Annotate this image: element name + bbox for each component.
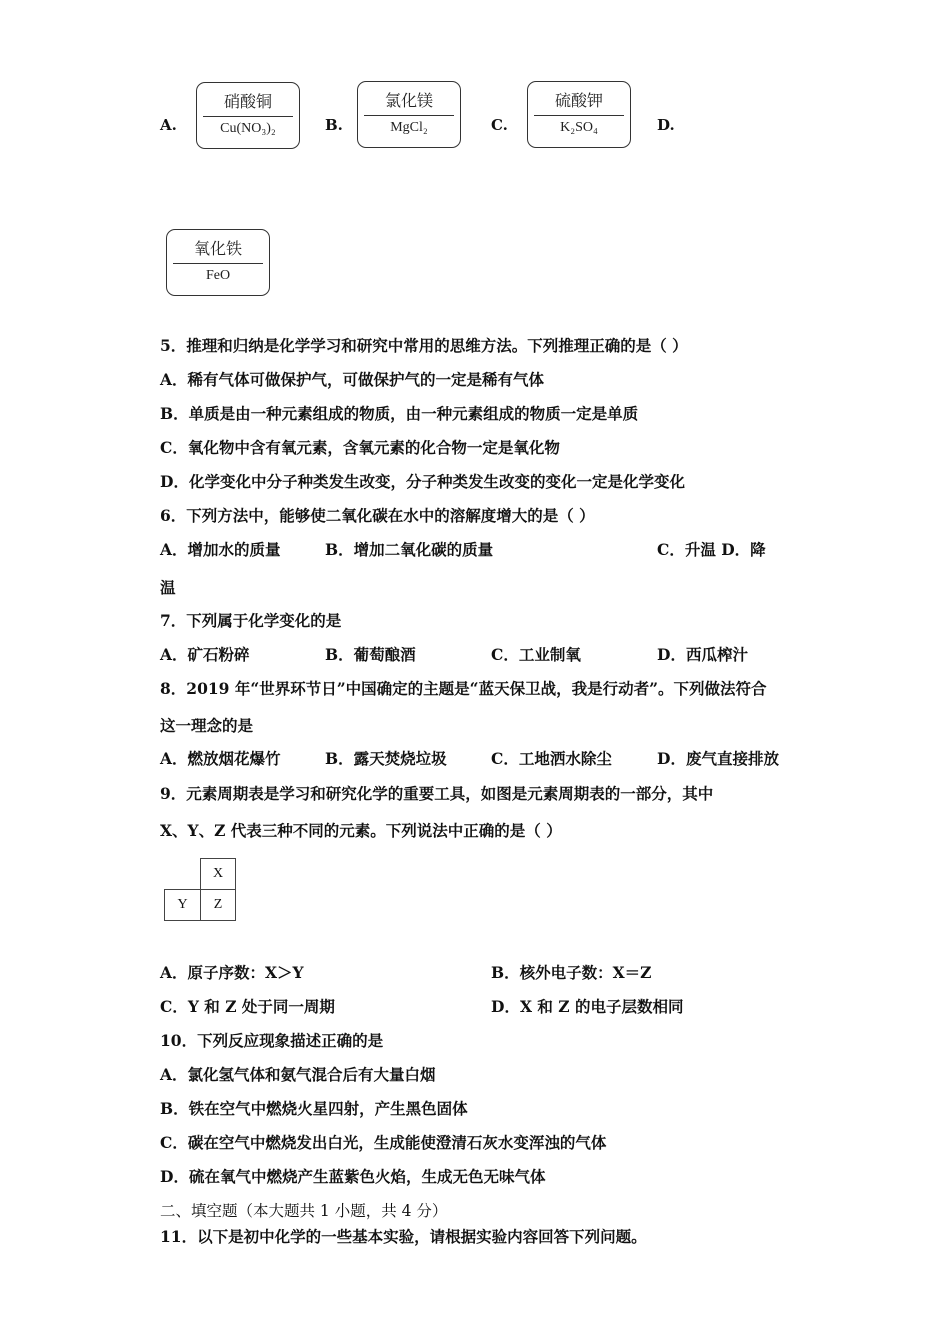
q10-option-d: D．硫在氧气中燃烧产生蓝紫色火焰，生成无色无味气体 (160, 1167, 546, 1186)
q4-option-b-label: B. (325, 116, 343, 134)
reagent-formula: FeO (205, 268, 231, 283)
q5-option-c: C．氧化物中含有氧元素，含氧元素的化合物一定是氧化物 (160, 438, 560, 457)
q5-stem: 5．推理和归纳是化学学习和研究中常用的思维方法。下列推理正确的是（ ） (160, 336, 688, 355)
divider (173, 263, 263, 264)
q8-option-b: B．露天焚烧垃圾 (325, 749, 447, 768)
q7-stem: 7．下列属于化学变化的是 (160, 611, 342, 630)
q10-option-a: A．氯化氢气体和氨气混合后有大量白烟 (160, 1065, 436, 1084)
q5-option-d: D．化学变化中分子种类发生改变，分子种类发生改变的变化一定是化学变化 (160, 472, 685, 491)
q9-option-c: C．Y 和 Z 处于同一周期 (160, 997, 335, 1016)
q7-option-a: A．矿石粉碎 (160, 645, 250, 664)
divider (364, 115, 454, 116)
divider (534, 115, 624, 116)
q10-option-c: C．碳在空气中燃烧发出白光，生成能使澄清石灰水变浑浊的气体 (160, 1133, 607, 1152)
q8-option-c: C．工地洒水除尘 (491, 749, 612, 768)
q4-option-a-label: A. (160, 116, 177, 134)
q11-stem: 11．以下是初中化学的一些基本实验，请根据实验内容回答下列问题。 (160, 1227, 647, 1246)
reagent-name: 氯化镁 (384, 91, 433, 110)
reagent-card-a (196, 82, 300, 149)
q4-option-d-label: D. (657, 116, 675, 134)
q6-option-a: A．增加水的质量 (160, 540, 281, 559)
periodic-table-fragment (164, 858, 236, 922)
q8-option-d: D．废气直接排放 (657, 749, 779, 768)
q9-option-a: A．原子序数：X＞Y (160, 963, 304, 982)
q6-option-b: B．增加二氧化碳的质量 (325, 540, 494, 559)
element-y-cell: Y (164, 889, 201, 921)
q5-option-a: A．稀有气体可做保护气，可做保护气的一定是稀有气体 (160, 370, 545, 389)
reagent-card-b (357, 81, 461, 148)
element-z-cell: Z (200, 889, 236, 921)
q7-option-b: B．葡萄酿酒 (325, 645, 416, 664)
q9-stem-line2: X、Y、Z 代表三种不同的元素。下列说法中正确的是（ ） (160, 821, 562, 840)
q8-option-a: A．燃放烟花爆竹 (160, 749, 281, 768)
reagent-formula: K₂SO₄ (560, 120, 598, 135)
q4-option-c-label: C. (491, 116, 508, 134)
q5-option-b: B．单质是由一种元素组成的物质，由一种元素组成的物质一定是单质 (160, 404, 639, 423)
reagent-name: 氧化铁 (193, 239, 242, 258)
q6-option-cd: C．升温 D．降 (657, 540, 766, 559)
reagent-name: 硝酸铜 (223, 92, 272, 111)
reagent-formula: Cu(NO₃)₂ (220, 121, 276, 136)
q9-option-d: D．X 和 Z 的电子层数相同 (491, 997, 684, 1016)
reagent-card-c (527, 81, 631, 148)
q8-stem-line1: 8．2019 年“世界环节日”中国确定的主题是“蓝天保卫战，我是行动者”。下列做法符合 (160, 679, 767, 698)
reagent-name: 硫酸钾 (554, 91, 603, 110)
q9-option-b: B．核外电子数：X＝Z (491, 963, 652, 982)
q9-stem-line1: 9．元素周期表是学习和研究化学的重要工具，如图是元素周期表的一部分，其中 (160, 784, 714, 803)
q10-stem: 10．下列反应现象描述正确的是 (160, 1031, 384, 1050)
q7-option-d: D．西瓜榨汁 (657, 645, 748, 664)
q6-stem: 6．下列方法中，能够使二氧化碳在水中的溶解度增大的是（ ） (160, 506, 595, 525)
q10-option-b: B．铁在空气中燃烧火星四射，产生黑色固体 (160, 1099, 468, 1118)
q8-stem-line2: 这一理念的是 (160, 716, 254, 735)
section-heading: 二、填空题（本大题共 1 小题，共 4 分） (160, 1202, 448, 1220)
q7-option-c: C．工业制氧 (491, 645, 581, 664)
reagent-card-d (166, 229, 270, 296)
element-x-cell: X (200, 858, 236, 890)
q6-wrap: 温 (160, 578, 176, 597)
divider (203, 116, 293, 117)
reagent-formula: MgCl₂ (390, 120, 428, 135)
